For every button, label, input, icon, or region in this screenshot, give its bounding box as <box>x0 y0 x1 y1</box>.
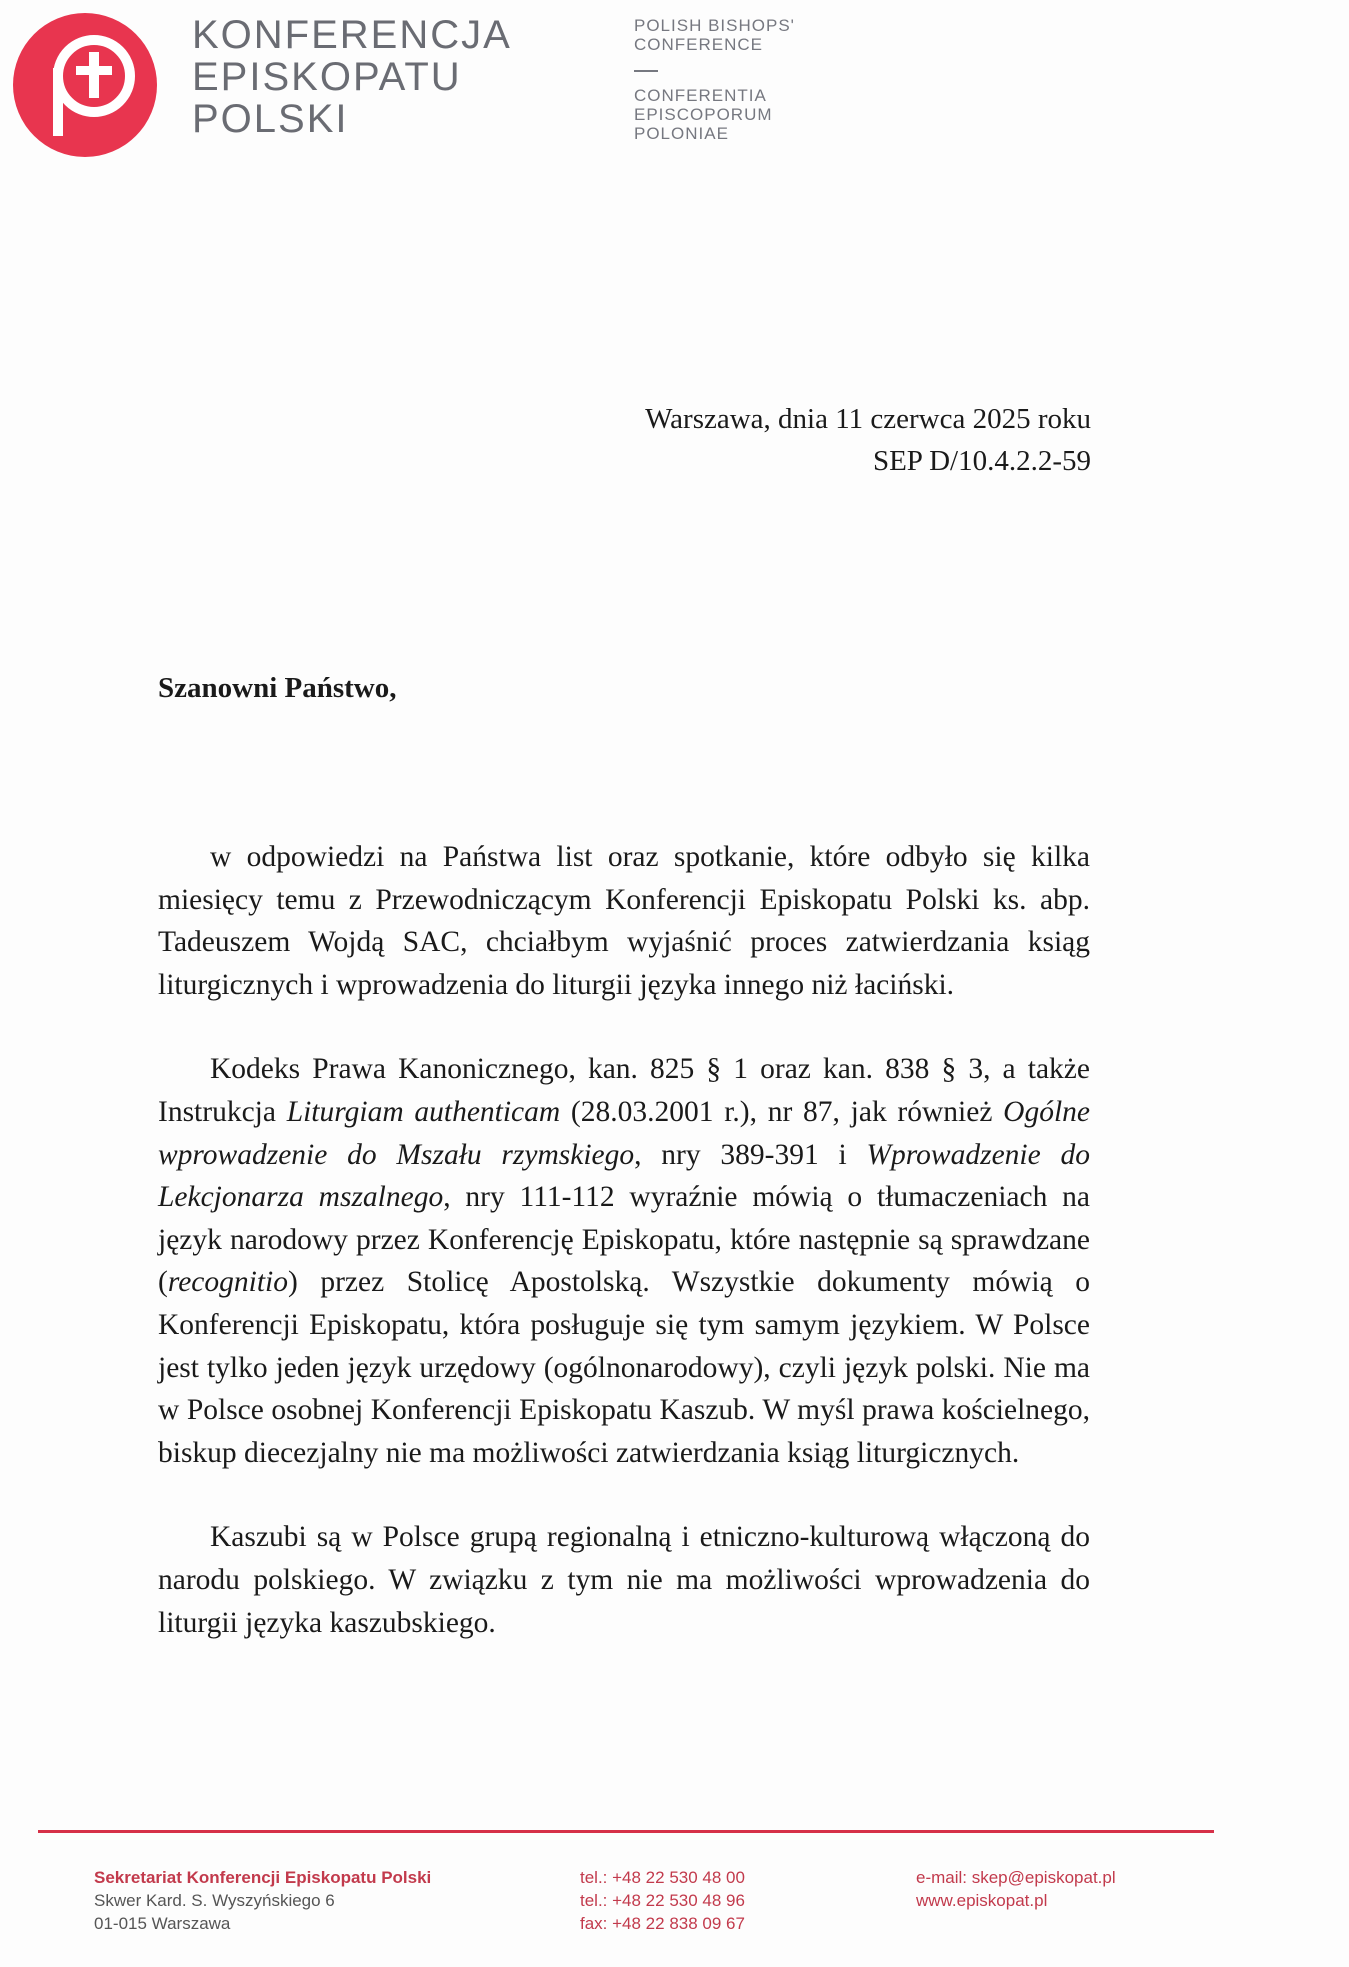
paragraph-2 <box>158 1048 1090 1474</box>
organization-name-translations <box>634 16 795 143</box>
paragraph-2-text: Kodeks Prawa Kanonicznego, kan. 825 § 1 oraz kan. 838 § 3, a także Instrukcja <box>158 1053 1090 1128</box>
letter-body <box>158 836 1090 1686</box>
footer-tel-1: tel.: +48 22 530 48 00 <box>580 1868 745 1887</box>
letter-date: Warszawa, dnia 11 czerwca 2025 roku <box>645 403 1091 435</box>
reference-number: SEP D/10.4.2.2-59 <box>872 445 1091 477</box>
paragraph-2-text: , nry 389-391 i <box>634 1138 867 1171</box>
footer-city: 01-015 Warszawa <box>94 1914 231 1933</box>
latin-name-line-3: POLONIAE <box>634 124 729 143</box>
latin-name-line-2: EPISCOPORUM <box>634 105 773 124</box>
footer-website: www.episkopat.pl <box>916 1891 1048 1910</box>
paragraph-2-text: , nry 111-112 wyraźnie mówią o tłumaczeniach na język narodowy przez Konferencję Episkopatu, które następnie są sprawdzane ( <box>158 1181 1090 1299</box>
footer-phones <box>580 1866 745 1935</box>
footer-fax: fax: +48 22 838 09 67 <box>580 1914 745 1933</box>
footer-divider <box>38 1830 1214 1833</box>
header-divider <box>634 70 658 72</box>
paragraph-1: w odpowiedzi na Państwa list oraz spotkanie, które odbyło się kilka miesięcy temu z Przewodniczącym Konferencji Episkopatu Polski ks. abp. Tadeuszem Wojdą SAC, chciałbym wyjaśnić proces zatwierdzania ksiąg liturgicznych i wprowadzenia do liturgii języka innego niż łaciński. <box>158 841 1090 1001</box>
footer-tel-2: tel.: +48 22 530 48 96 <box>580 1891 745 1910</box>
salutation: Szanowni Państwo, <box>158 672 397 704</box>
footer-street: Skwer Kard. S. Wyszyńskiego 6 <box>94 1891 335 1910</box>
organization-name <box>192 14 512 140</box>
date-block <box>645 398 1091 482</box>
org-name-line-1: KONFERENCJA <box>192 13 512 57</box>
english-name-line-2: CONFERENCE <box>634 35 764 54</box>
org-name-line-3: POLSKI <box>192 97 349 141</box>
footer-org-name: Sekretariat Konferencji Episkopatu Polski <box>94 1868 432 1887</box>
paragraph-3: Kaszubi są w Polsce grupą regionalną i etniczno-kulturową włączoną do narodu polskiego. W związku z tym nie ma możliwości wprowadzenia do liturgii języka kaszubskiego. <box>158 1521 1090 1639</box>
english-name-line-1: POLISH BISHOPS' <box>634 16 795 35</box>
term-recognitio: recognitio <box>167 1266 288 1299</box>
org-name-line-2: EPISKOPATU <box>192 55 462 99</box>
footer-address <box>94 1866 431 1935</box>
footer-contact <box>916 1866 1116 1912</box>
title-liturgiam-authenticam: Liturgiam authenticam <box>286 1095 561 1128</box>
paragraph-2-text: ) przez Stolicę Apostolską. Wszystkie dokumenty mówią o Konferencji Episkopatu, która posługuje się tym samym językiem. W Polsce jest tylko jeden język urzędowy (ogólnonarodowy), czyli język polski. Nie ma w Polsce osobnej Konferencji Episkopatu Kaszub. W myśl prawa kościelnego, biskup diecezjalny nie ma możliwości zatwierdzania ksiąg liturgicznych. <box>158 1266 1090 1469</box>
paragraph-2-text: (28.03.2001 r.), nr 87, jak również <box>560 1095 1004 1128</box>
title-wprowadzenie-lekcjonarza: Wprowadzenie do Lekcjonarza mszalnego <box>158 1138 1090 1214</box>
footer-email: e-mail: skep@episkopat.pl <box>916 1868 1116 1887</box>
conference-cross-logo <box>12 12 158 158</box>
latin-name-line-1: CONFERENTIA <box>634 86 767 105</box>
title-ogolne-wprowadzenie: Ogólne wprowadzenie do Mszału rzymskiego <box>158 1095 1091 1171</box>
